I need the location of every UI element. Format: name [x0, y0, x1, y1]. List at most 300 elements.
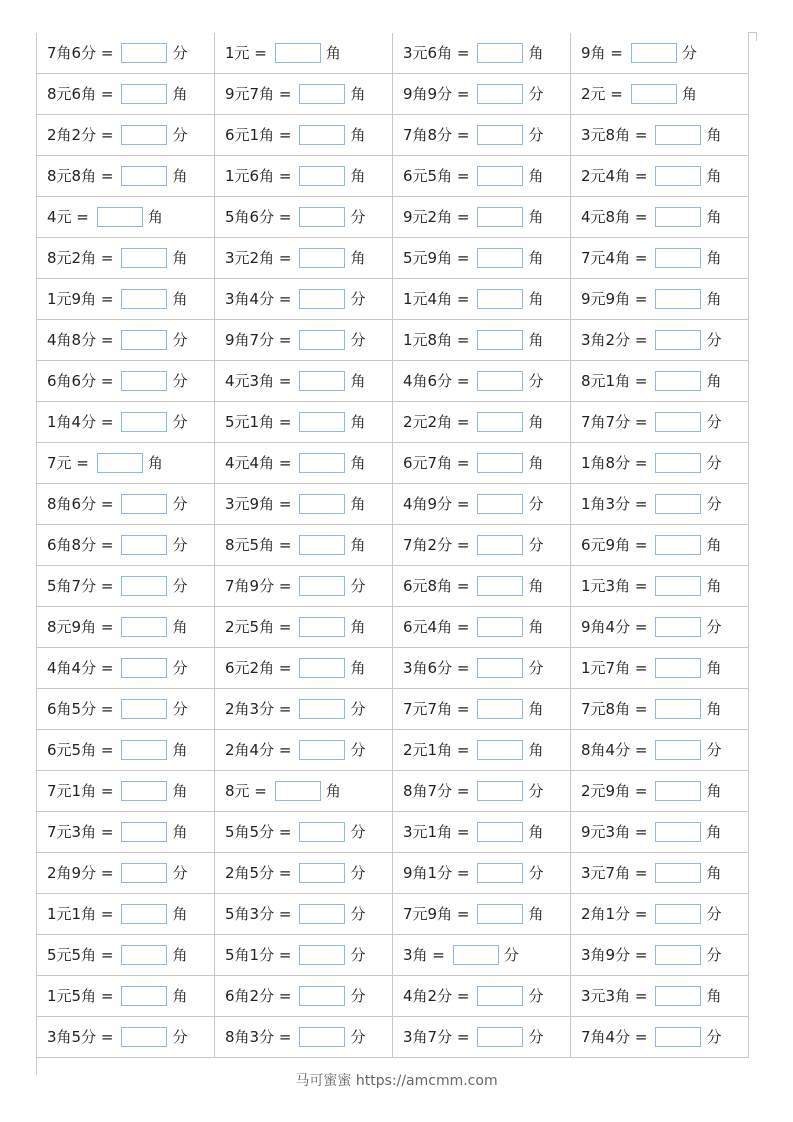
answer-unit: 分	[172, 659, 188, 677]
answer-box[interactable]	[299, 535, 345, 555]
exercise-expression: 3角2分 =	[581, 331, 648, 349]
exercise-cell	[393, 935, 571, 975]
exercise-cell	[571, 812, 749, 852]
answer-box[interactable]	[121, 863, 167, 883]
exercise-cell	[37, 853, 215, 893]
answer-box[interactable]	[477, 330, 523, 350]
exercise-row	[37, 402, 749, 443]
exercise-cell	[571, 566, 749, 606]
answer-box[interactable]	[299, 166, 345, 186]
exercise-cell	[215, 771, 393, 811]
exercise-cell	[571, 320, 749, 360]
answer-unit: 角	[172, 946, 188, 964]
answer-box[interactable]	[121, 576, 167, 596]
exercise-expression: 1元7角 =	[581, 659, 648, 677]
answer-unit: 分	[528, 1028, 544, 1046]
answer-unit: 分	[350, 1028, 366, 1046]
exercise-expression: 7元8角 =	[581, 700, 648, 718]
answer-unit: 角	[528, 905, 544, 923]
answer-box[interactable]	[121, 535, 167, 555]
answer-box[interactable]	[299, 125, 345, 145]
exercise-expression: 7角6分 =	[47, 44, 114, 62]
exercise-expression: 4元 =	[47, 208, 89, 226]
answer-unit: 分	[350, 823, 366, 841]
answer-unit: 分	[706, 946, 722, 964]
answer-box[interactable]	[477, 371, 523, 391]
exercise-expression: 6元8角 =	[403, 577, 470, 595]
exercise-cell	[215, 361, 393, 401]
exercise-expression: 1元8角 =	[403, 331, 470, 349]
answer-box[interactable]	[299, 658, 345, 678]
answer-box[interactable]	[299, 371, 345, 391]
answer-box[interactable]	[299, 822, 345, 842]
answer-box[interactable]	[275, 43, 321, 63]
exercise-expression: 1角8分 =	[581, 454, 648, 472]
answer-box[interactable]	[655, 904, 701, 924]
answer-unit: 分	[172, 413, 188, 431]
answer-box[interactable]	[121, 84, 167, 104]
answer-box[interactable]	[655, 535, 701, 555]
exercise-cell	[393, 484, 571, 524]
answer-unit: 角	[706, 823, 722, 841]
exercise-expression: 8角4分 =	[581, 741, 648, 759]
exercise-cell	[215, 238, 393, 278]
answer-box[interactable]	[655, 781, 701, 801]
exercise-cell	[37, 648, 215, 688]
exercise-expression: 6元1角 =	[225, 126, 292, 144]
exercise-expression: 7元1角 =	[47, 782, 114, 800]
exercise-expression: 5角7分 =	[47, 577, 114, 595]
answer-unit: 分	[350, 864, 366, 882]
answer-box[interactable]	[97, 207, 143, 227]
exercise-row	[37, 443, 749, 484]
answer-unit: 角	[147, 454, 163, 472]
exercise-expression: 8角7分 =	[403, 782, 470, 800]
answer-unit: 角	[350, 495, 366, 513]
answer-box[interactable]	[299, 84, 345, 104]
exercise-cell	[37, 361, 215, 401]
exercise-row	[37, 730, 749, 771]
exercise-expression: 4元4角 =	[225, 454, 292, 472]
exercise-expression: 7元7角 =	[403, 700, 470, 718]
answer-box[interactable]	[655, 166, 701, 186]
answer-box[interactable]	[655, 822, 701, 842]
answer-unit: 角	[528, 290, 544, 308]
answer-unit: 角	[350, 536, 366, 554]
answer-box[interactable]	[121, 248, 167, 268]
exercise-row	[37, 894, 749, 935]
exercise-cell	[215, 320, 393, 360]
exercise-cell	[393, 1017, 571, 1057]
exercise-cell	[215, 935, 393, 975]
answer-box[interactable]	[299, 904, 345, 924]
answer-box[interactable]	[655, 412, 701, 432]
answer-box[interactable]	[299, 207, 345, 227]
answer-unit: 角	[528, 44, 544, 62]
exercise-expression: 2角1分 =	[581, 905, 648, 923]
exercise-expression: 3角5分 =	[47, 1028, 114, 1046]
answer-unit: 角	[172, 905, 188, 923]
answer-unit: 角	[528, 454, 544, 472]
exercise-cell	[37, 279, 215, 319]
answer-unit: 角	[172, 741, 188, 759]
answer-box[interactable]	[299, 289, 345, 309]
exercise-cell	[571, 238, 749, 278]
answer-box[interactable]	[477, 617, 523, 637]
exercise-cell	[571, 976, 749, 1016]
answer-unit: 分	[350, 700, 366, 718]
exercise-row	[37, 1017, 749, 1058]
answer-unit: 角	[528, 741, 544, 759]
answer-box[interactable]	[477, 494, 523, 514]
answer-box[interactable]	[655, 740, 701, 760]
exercise-cell	[571, 197, 749, 237]
exercise-expression: 9角1分 =	[403, 864, 470, 882]
exercise-cell	[215, 689, 393, 729]
exercise-expression: 2角9分 =	[47, 864, 114, 882]
exercise-expression: 8元5角 =	[225, 536, 292, 554]
answer-unit: 角	[706, 864, 722, 882]
answer-unit: 分	[706, 1028, 722, 1046]
answer-unit: 角	[528, 208, 544, 226]
answer-box[interactable]	[299, 494, 345, 514]
exercise-cell	[571, 33, 749, 73]
answer-box[interactable]	[655, 453, 701, 473]
exercise-cell	[571, 525, 749, 565]
answer-box[interactable]	[121, 822, 167, 842]
answer-unit: 分	[706, 454, 722, 472]
exercise-cell	[571, 935, 749, 975]
answer-unit: 角	[706, 577, 722, 595]
answer-box[interactable]	[121, 289, 167, 309]
exercise-expression: 1元1角 =	[47, 905, 114, 923]
exercise-expression: 4角8分 =	[47, 331, 114, 349]
answer-box[interactable]	[299, 863, 345, 883]
footer-watermark: 马可蜜蜜 https://amcmm.com	[295, 1073, 498, 1089]
answer-unit: 角	[706, 700, 722, 718]
exercise-expression: 9角4分 =	[581, 618, 648, 636]
answer-unit: 分	[350, 905, 366, 923]
answer-box[interactable]	[121, 494, 167, 514]
answer-unit: 角	[172, 85, 188, 103]
exercise-row	[37, 648, 749, 689]
exercise-expression: 2元9角 =	[581, 782, 648, 800]
answer-box[interactable]	[477, 125, 523, 145]
answer-unit: 角	[706, 290, 722, 308]
exercise-row	[37, 484, 749, 525]
answer-box[interactable]	[477, 781, 523, 801]
exercise-expression: 2元1角 =	[403, 741, 470, 759]
exercise-cell	[393, 976, 571, 1016]
exercise-row	[37, 853, 749, 894]
answer-box[interactable]	[477, 863, 523, 883]
exercise-cell	[393, 74, 571, 114]
exercise-expression: 6元9角 =	[581, 536, 648, 554]
exercise-cell	[571, 156, 749, 196]
exercise-expression: 3角4分 =	[225, 290, 292, 308]
answer-box[interactable]	[299, 740, 345, 760]
answer-box[interactable]	[121, 412, 167, 432]
exercise-expression: 9角 =	[581, 44, 623, 62]
exercise-cell	[393, 525, 571, 565]
exercise-expression: 1元5角 =	[47, 987, 114, 1005]
answer-box[interactable]	[477, 166, 523, 186]
answer-box[interactable]	[299, 945, 345, 965]
answer-box[interactable]	[655, 207, 701, 227]
answer-box[interactable]	[275, 781, 321, 801]
answer-box[interactable]	[655, 494, 701, 514]
exercise-cell	[37, 976, 215, 1016]
exercise-expression: 7角2分 =	[403, 536, 470, 554]
answer-box[interactable]	[121, 986, 167, 1006]
answer-unit: 分	[172, 536, 188, 554]
exercise-expression: 6元5角 =	[403, 167, 470, 185]
answer-box[interactable]	[477, 453, 523, 473]
answer-unit: 角	[147, 208, 163, 226]
answer-box[interactable]	[299, 248, 345, 268]
exercise-expression: 4元3角 =	[225, 372, 292, 390]
answer-box[interactable]	[477, 84, 523, 104]
exercise-cell	[37, 33, 215, 73]
exercise-cell	[393, 607, 571, 647]
answer-box[interactable]	[655, 289, 701, 309]
exercise-cell	[215, 894, 393, 934]
answer-box[interactable]	[477, 740, 523, 760]
answer-unit: 分	[528, 536, 544, 554]
exercise-row	[37, 935, 749, 976]
answer-unit: 角	[706, 208, 722, 226]
exercise-cell	[215, 607, 393, 647]
answer-unit: 角	[681, 85, 697, 103]
answer-box[interactable]	[477, 289, 523, 309]
answer-box[interactable]	[477, 576, 523, 596]
exercise-expression: 5角3分 =	[225, 905, 292, 923]
answer-box[interactable]	[453, 945, 499, 965]
exercise-cell	[393, 771, 571, 811]
exercise-cell	[393, 894, 571, 934]
answer-box[interactable]	[477, 43, 523, 63]
answer-box[interactable]	[121, 699, 167, 719]
exercise-cell	[215, 566, 393, 606]
exercise-cell	[571, 361, 749, 401]
answer-box[interactable]	[655, 617, 701, 637]
exercise-cell	[571, 1017, 749, 1057]
exercise-cell	[571, 402, 749, 442]
exercise-expression: 6元2角 =	[225, 659, 292, 677]
answer-box[interactable]	[477, 535, 523, 555]
answer-box[interactable]	[655, 945, 701, 965]
answer-box[interactable]	[631, 43, 677, 63]
answer-box[interactable]	[97, 453, 143, 473]
exercise-expression: 2元4角 =	[581, 167, 648, 185]
answer-unit: 角	[706, 987, 722, 1005]
exercise-expression: 5角5分 =	[225, 823, 292, 841]
exercise-expression: 6元7角 =	[403, 454, 470, 472]
answer-box[interactable]	[299, 453, 345, 473]
answer-unit: 角	[528, 577, 544, 595]
answer-unit: 分	[172, 126, 188, 144]
answer-box[interactable]	[121, 945, 167, 965]
answer-box[interactable]	[655, 248, 701, 268]
answer-unit: 分	[528, 864, 544, 882]
exercise-cell	[571, 648, 749, 688]
answer-unit: 角	[325, 782, 341, 800]
answer-unit: 分	[350, 987, 366, 1005]
exercise-cell	[37, 484, 215, 524]
answer-unit: 角	[172, 167, 188, 185]
exercise-cell	[37, 730, 215, 770]
exercise-cell	[37, 525, 215, 565]
exercise-expression: 6角5分 =	[47, 700, 114, 718]
answer-unit: 角	[172, 249, 188, 267]
answer-box[interactable]	[655, 986, 701, 1006]
answer-box[interactable]	[121, 330, 167, 350]
exercise-cell	[393, 812, 571, 852]
exercise-expression: 4角2分 =	[403, 987, 470, 1005]
answer-box[interactable]	[477, 822, 523, 842]
exercise-expression: 7元 =	[47, 454, 89, 472]
answer-box[interactable]	[655, 125, 701, 145]
answer-box[interactable]	[477, 986, 523, 1006]
answer-box[interactable]	[121, 371, 167, 391]
exercise-cell	[215, 648, 393, 688]
answer-unit: 角	[706, 167, 722, 185]
answer-box[interactable]	[299, 576, 345, 596]
answer-box[interactable]	[655, 699, 701, 719]
answer-box[interactable]	[655, 371, 701, 391]
answer-box[interactable]	[121, 43, 167, 63]
exercise-expression: 8角6分 =	[47, 495, 114, 513]
answer-unit: 角	[706, 536, 722, 554]
exercise-cell	[571, 853, 749, 893]
exercise-expression: 3角 =	[403, 946, 445, 964]
exercise-cell	[37, 402, 215, 442]
answer-box[interactable]	[299, 617, 345, 637]
exercise-cell	[215, 730, 393, 770]
answer-box[interactable]	[477, 412, 523, 432]
answer-box[interactable]	[121, 658, 167, 678]
answer-unit: 分	[172, 1028, 188, 1046]
answer-box[interactable]	[477, 699, 523, 719]
answer-box[interactable]	[121, 617, 167, 637]
answer-box[interactable]	[121, 125, 167, 145]
exercise-expression: 7元3角 =	[47, 823, 114, 841]
exercise-cell	[215, 812, 393, 852]
answer-box[interactable]	[121, 1027, 167, 1047]
exercise-row	[37, 361, 749, 402]
answer-unit: 角	[172, 618, 188, 636]
answer-unit: 分	[706, 618, 722, 636]
exercise-expression: 9角7分 =	[225, 331, 292, 349]
answer-box[interactable]	[655, 330, 701, 350]
exercise-cell	[37, 607, 215, 647]
answer-unit: 分	[706, 413, 722, 431]
answer-unit: 角	[325, 44, 341, 62]
exercise-cell	[393, 566, 571, 606]
exercise-row	[37, 238, 749, 279]
answer-box[interactable]	[655, 658, 701, 678]
answer-box[interactable]	[121, 781, 167, 801]
exercise-cell	[37, 156, 215, 196]
answer-box[interactable]	[121, 740, 167, 760]
answer-unit: 分	[172, 700, 188, 718]
answer-box[interactable]	[477, 658, 523, 678]
exercise-expression: 7元4角 =	[581, 249, 648, 267]
exercise-cell	[215, 443, 393, 483]
exercise-expression: 9元9角 =	[581, 290, 648, 308]
answer-box[interactable]	[477, 1027, 523, 1047]
exercise-expression: 2元 =	[581, 85, 623, 103]
exercise-cell	[393, 156, 571, 196]
answer-box[interactable]	[299, 1027, 345, 1047]
answer-box[interactable]	[631, 84, 677, 104]
exercise-cell	[37, 238, 215, 278]
answer-unit: 分	[350, 208, 366, 226]
answer-box[interactable]	[121, 166, 167, 186]
exercise-expression: 2元2角 =	[403, 413, 470, 431]
answer-box[interactable]	[299, 986, 345, 1006]
exercise-cell	[393, 279, 571, 319]
exercise-expression: 2角4分 =	[225, 741, 292, 759]
exercise-cell	[37, 320, 215, 360]
exercise-row	[37, 689, 749, 730]
answer-box[interactable]	[477, 248, 523, 268]
answer-unit: 分	[706, 741, 722, 759]
answer-unit: 分	[350, 290, 366, 308]
exercise-expression: 3角6分 =	[403, 659, 470, 677]
exercise-expression: 1元9角 =	[47, 290, 114, 308]
answer-unit: 角	[706, 372, 722, 390]
exercise-row	[37, 197, 749, 238]
exercise-cell	[37, 197, 215, 237]
exercise-cell	[393, 443, 571, 483]
exercise-expression: 5角6分 =	[225, 208, 292, 226]
exercise-cell	[215, 156, 393, 196]
answer-unit: 角	[350, 249, 366, 267]
exercise-cell	[37, 443, 215, 483]
answer-unit: 分	[172, 577, 188, 595]
exercise-expression: 8元2角 =	[47, 249, 114, 267]
answer-box[interactable]	[655, 576, 701, 596]
answer-box[interactable]	[477, 904, 523, 924]
exercise-expression: 8元8角 =	[47, 167, 114, 185]
answer-box[interactable]	[299, 330, 345, 350]
answer-unit: 角	[172, 987, 188, 1005]
answer-box[interactable]	[655, 863, 701, 883]
answer-box[interactable]	[299, 412, 345, 432]
exercise-cell	[37, 566, 215, 606]
exercise-expression: 7角8分 =	[403, 126, 470, 144]
answer-unit: 角	[172, 823, 188, 841]
exercise-expression: 1角4分 =	[47, 413, 114, 431]
exercise-cell	[37, 771, 215, 811]
answer-box[interactable]	[121, 904, 167, 924]
answer-unit: 分	[503, 946, 519, 964]
answer-unit: 角	[172, 290, 188, 308]
exercise-row	[37, 976, 749, 1017]
exercise-expression: 4角4分 =	[47, 659, 114, 677]
answer-box[interactable]	[477, 207, 523, 227]
answer-box[interactable]	[299, 699, 345, 719]
answer-box[interactable]	[655, 1027, 701, 1047]
exercise-expression: 6元5角 =	[47, 741, 114, 759]
answer-unit: 角	[350, 85, 366, 103]
exercise-cell	[215, 484, 393, 524]
answer-unit: 角	[706, 782, 722, 800]
exercise-row	[37, 607, 749, 648]
exercise-cell	[393, 730, 571, 770]
exercise-expression: 5元5角 =	[47, 946, 114, 964]
